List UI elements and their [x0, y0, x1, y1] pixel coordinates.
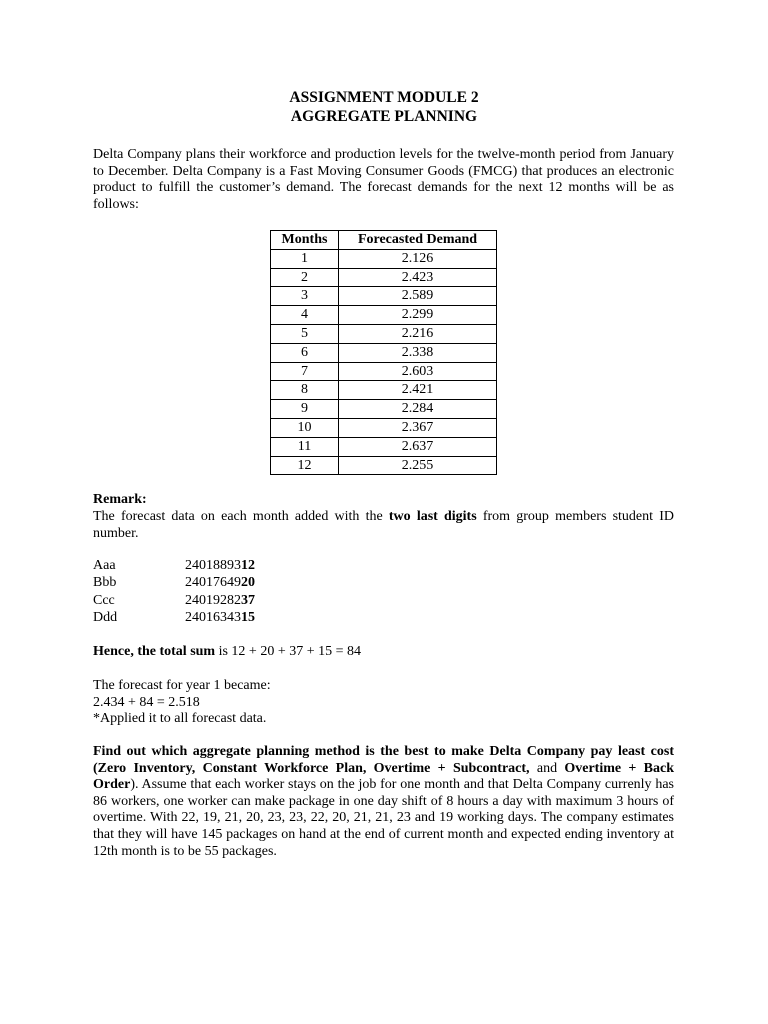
table-row: [271, 249, 497, 268]
forecast-line-1: The forecast for year 1 became:: [93, 678, 271, 693]
demand-cell: 2.299: [339, 306, 497, 325]
list-item: [93, 558, 255, 575]
remark-heading: Remark:: [93, 492, 147, 507]
student-id-suffix: 15: [241, 610, 255, 626]
title-line-2: AGGREGATE PLANNING: [290, 108, 478, 125]
student-id-list: [93, 558, 255, 628]
table-row: [271, 287, 497, 306]
demand-cell: 2.423: [339, 268, 497, 287]
student-id-prefix: 24017649: [185, 575, 241, 591]
demand-cell: 2.637: [339, 437, 497, 456]
month-cell: 12: [271, 456, 339, 475]
demand-cell: 2.367: [339, 418, 497, 437]
student-id-suffix: 20: [241, 575, 255, 591]
month-cell: 7: [271, 362, 339, 381]
table-row: [271, 456, 497, 475]
demand-cell: 2.421: [339, 381, 497, 400]
month-cell: 11: [271, 437, 339, 456]
student-id-suffix: 37: [241, 592, 255, 608]
table-row: [271, 306, 497, 325]
student-name: Bbb: [93, 575, 117, 591]
table-row: [271, 343, 497, 362]
demand-cell: 2.126: [339, 249, 497, 268]
task-paragraph: [93, 744, 674, 860]
forecast-paragraph: [93, 678, 674, 728]
month-cell: 9: [271, 400, 339, 419]
month-cell: 1: [271, 249, 339, 268]
student-name: Aaa: [93, 558, 116, 573]
student-name: Ddd: [93, 610, 118, 626]
total-sum-rest: is 12 + 20 + 37 + 15 = 84: [215, 644, 362, 659]
demand-cell: 2.284: [339, 400, 497, 419]
table-row: [271, 324, 497, 343]
remark-paragraph: [93, 509, 674, 542]
table-row: [271, 268, 497, 287]
task-bold-1: Find out which aggregate planning method is the best to make Delta Company pay least cost (Zero Inventory, Constant Workforce Plan, Overtime + Subcontract,: [93, 744, 674, 776]
table-row: [271, 362, 497, 381]
document-title: [0, 88, 768, 126]
demand-cell: 2.255: [339, 456, 497, 475]
forecast-line-3: *Applied it to all forecast data.: [93, 711, 267, 727]
list-item: [93, 575, 255, 592]
forecast-demand-table: [270, 230, 497, 475]
month-cell: 10: [271, 418, 339, 437]
student-id-prefix: 24018893: [185, 558, 241, 573]
student-id-prefix: 24016343: [185, 610, 241, 626]
demand-cell: 2.589: [339, 287, 497, 306]
header-forecasted-demand: Forecasted Demand: [339, 231, 497, 250]
task-bold-2: Overtime + Back Order: [93, 760, 674, 793]
header-months: Months: [271, 231, 339, 250]
total-sum-bold: Hence, the total sum: [93, 644, 216, 659]
month-cell: 6: [271, 343, 339, 362]
demand-cell: 2.338: [339, 343, 497, 362]
table-header-row: [271, 231, 497, 250]
table-row: [271, 437, 497, 456]
forecast-line-2: 2.434 + 84 = 2.518: [93, 694, 200, 710]
task-plain-2: ). Assume that each worker stays on the job for one month and that Delta Company currenly has 86 workers, one worker can make package in one day shift of 8 hours a day with maximum 3 hours of overtime. With 22, 19, 21, 20, 23, 23, 22, 20, 21, 21, 23 and 19 working days. The company estimates that they will have 145 packages on hand at the end of current month and expected ending inventory at 12th month is to be 55 packages.: [93, 777, 674, 859]
table-row: [271, 418, 497, 437]
month-cell: 8: [271, 381, 339, 400]
remark-text-bold: two last digits: [388, 509, 477, 524]
demand-cell: 2.603: [339, 362, 497, 381]
total-sum-line: [93, 644, 674, 661]
title-line-1: ASSIGNMENT MODULE 2: [289, 89, 479, 106]
remark-text-before: The forecast data on each month added with the: [93, 509, 389, 524]
demand-cell: 2.216: [339, 324, 497, 343]
table-row: [271, 381, 497, 400]
month-cell: 2: [271, 268, 339, 287]
list-item: [93, 593, 255, 610]
student-id-prefix: 24019282: [185, 592, 241, 608]
task-plain-1: and: [529, 760, 565, 776]
student-id-suffix: 12: [241, 558, 255, 573]
month-cell: 5: [271, 324, 339, 343]
month-cell: 4: [271, 306, 339, 325]
student-name: Ccc: [93, 592, 115, 608]
intro-paragraph: Delta Company plans their workforce and production levels for the twelve-month period from January to December. Delta Company is a Fast Moving Consumer Goods (FMCG) that produces an electronic product to fulfill the customer’s demand. The forecast demands for the next 12 months will be as follows:: [93, 147, 674, 212]
remark-text-after: from group members student ID number.: [93, 509, 674, 541]
list-item: [93, 610, 255, 627]
month-cell: 3: [271, 287, 339, 306]
table-row: [271, 400, 497, 419]
